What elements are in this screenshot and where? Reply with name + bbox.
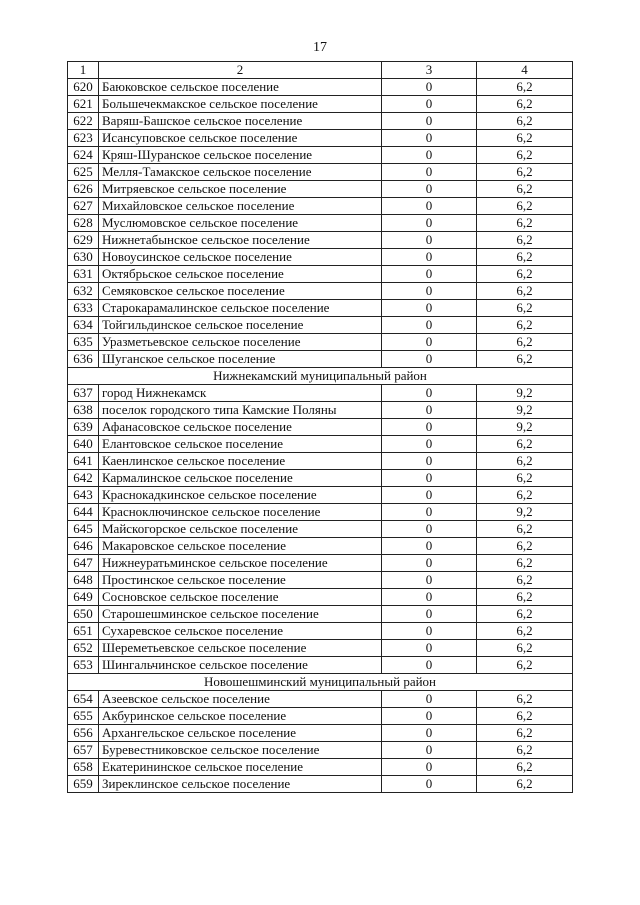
cell-name: Октябрьское сельское поселение bbox=[99, 266, 382, 283]
cell-col3: 0 bbox=[382, 555, 477, 572]
table-row bbox=[68, 742, 573, 759]
table-row bbox=[68, 640, 573, 657]
cell-col3: 0 bbox=[382, 385, 477, 402]
cell-number: 634 bbox=[68, 317, 99, 334]
cell-col3: 0 bbox=[382, 334, 477, 351]
cell-number: 620 bbox=[68, 79, 99, 96]
table-row bbox=[68, 470, 573, 487]
cell-name: Архангельское сельское поселение bbox=[99, 725, 382, 742]
cell-number: 642 bbox=[68, 470, 99, 487]
cell-col3: 0 bbox=[382, 79, 477, 96]
cell-number: 645 bbox=[68, 521, 99, 538]
cell-col3: 0 bbox=[382, 436, 477, 453]
table-row bbox=[68, 215, 573, 232]
cell-number: 656 bbox=[68, 725, 99, 742]
table-row bbox=[68, 232, 573, 249]
table-row bbox=[68, 130, 573, 147]
cell-col4: 6,2 bbox=[477, 249, 573, 266]
cell-name: Сосновское сельское поселение bbox=[99, 589, 382, 606]
cell-name: Майскогорское сельское поселение bbox=[99, 521, 382, 538]
cell-name: Акбуринское сельское поселение bbox=[99, 708, 382, 725]
cell-col4: 6,2 bbox=[477, 317, 573, 334]
cell-name: Нижнеуратьминское сельское поселение bbox=[99, 555, 382, 572]
cell-number: 653 bbox=[68, 657, 99, 674]
table-row bbox=[68, 776, 573, 793]
cell-col4: 6,2 bbox=[477, 96, 573, 113]
cell-col3: 0 bbox=[382, 521, 477, 538]
table-row bbox=[68, 249, 573, 266]
cell-col4: 6,2 bbox=[477, 623, 573, 640]
cell-number: 628 bbox=[68, 215, 99, 232]
cell-name: Азеевское сельское поселение bbox=[99, 691, 382, 708]
cell-col4: 6,2 bbox=[477, 266, 573, 283]
table-row bbox=[68, 385, 573, 402]
cell-col3: 0 bbox=[382, 589, 477, 606]
table-row bbox=[68, 181, 573, 198]
cell-number: 621 bbox=[68, 96, 99, 113]
cell-col3: 0 bbox=[382, 538, 477, 555]
cell-name: Мелля-Тамакское сельское поселение bbox=[99, 164, 382, 181]
cell-col4: 6,2 bbox=[477, 130, 573, 147]
cell-name: поселок городского типа Камские Поляны bbox=[99, 402, 382, 419]
cell-number: 657 bbox=[68, 742, 99, 759]
cell-col3: 0 bbox=[382, 96, 477, 113]
table-row bbox=[68, 164, 573, 181]
cell-col4: 6,2 bbox=[477, 487, 573, 504]
cell-col3: 0 bbox=[382, 657, 477, 674]
cell-col3: 0 bbox=[382, 232, 477, 249]
cell-number: 625 bbox=[68, 164, 99, 181]
cell-col4: 9,2 bbox=[477, 504, 573, 521]
cell-number: 639 bbox=[68, 419, 99, 436]
table-row bbox=[68, 453, 573, 470]
header-cell-col4: 4 bbox=[477, 62, 573, 79]
data-table bbox=[67, 61, 573, 793]
cell-col3: 0 bbox=[382, 130, 477, 147]
cell-number: 629 bbox=[68, 232, 99, 249]
cell-col4: 9,2 bbox=[477, 385, 573, 402]
table-row bbox=[68, 538, 573, 555]
cell-name: Старокарамалинское сельское поселение bbox=[99, 300, 382, 317]
cell-col3: 0 bbox=[382, 249, 477, 266]
cell-col4: 6,2 bbox=[477, 691, 573, 708]
table-row bbox=[68, 334, 573, 351]
cell-number: 649 bbox=[68, 589, 99, 606]
cell-col4: 6,2 bbox=[477, 147, 573, 164]
table-row bbox=[68, 300, 573, 317]
cell-name: Митряевское сельское поселение bbox=[99, 181, 382, 198]
cell-col3: 0 bbox=[382, 453, 477, 470]
cell-col4: 6,2 bbox=[477, 572, 573, 589]
cell-col4: 6,2 bbox=[477, 215, 573, 232]
table-row bbox=[68, 436, 573, 453]
cell-col4: 6,2 bbox=[477, 708, 573, 725]
district-title: Нижнекамский муниципальный район bbox=[68, 368, 573, 385]
cell-name: Красноключинское сельское поселение bbox=[99, 504, 382, 521]
table-row bbox=[68, 487, 573, 504]
table-row bbox=[68, 113, 573, 130]
cell-name: Сухаревское сельское поселение bbox=[99, 623, 382, 640]
table-row bbox=[68, 691, 573, 708]
cell-col4: 6,2 bbox=[477, 436, 573, 453]
cell-name: Семяковское сельское поселение bbox=[99, 283, 382, 300]
cell-col4: 6,2 bbox=[477, 300, 573, 317]
cell-number: 626 bbox=[68, 181, 99, 198]
header-cell-name: 2 bbox=[99, 62, 382, 79]
cell-name: Кряш-Шуранское сельское поселение bbox=[99, 147, 382, 164]
cell-name: город Нижнекамск bbox=[99, 385, 382, 402]
cell-col3: 0 bbox=[382, 725, 477, 742]
table-row bbox=[68, 147, 573, 164]
table-row bbox=[68, 351, 573, 368]
cell-number: 655 bbox=[68, 708, 99, 725]
cell-col4: 6,2 bbox=[477, 538, 573, 555]
district-title: Новошешминский муниципальный район bbox=[68, 674, 573, 691]
cell-col3: 0 bbox=[382, 742, 477, 759]
cell-number: 636 bbox=[68, 351, 99, 368]
cell-name: Кармалинское сельское поселение bbox=[99, 470, 382, 487]
cell-number: 652 bbox=[68, 640, 99, 657]
cell-name: Новоусинское сельское поселение bbox=[99, 249, 382, 266]
cell-name: Исансуповское сельское поселение bbox=[99, 130, 382, 147]
cell-name: Большечекмакское сельское поселение bbox=[99, 96, 382, 113]
table-row bbox=[68, 725, 573, 742]
cell-number: 648 bbox=[68, 572, 99, 589]
table-row bbox=[68, 402, 573, 419]
cell-col4: 6,2 bbox=[477, 640, 573, 657]
cell-name: Простинское сельское поселение bbox=[99, 572, 382, 589]
cell-name: Уразметьевское сельское поселение bbox=[99, 334, 382, 351]
cell-col4: 9,2 bbox=[477, 419, 573, 436]
cell-number: 638 bbox=[68, 402, 99, 419]
cell-col4: 6,2 bbox=[477, 334, 573, 351]
cell-col4: 9,2 bbox=[477, 402, 573, 419]
cell-col3: 0 bbox=[382, 504, 477, 521]
cell-col3: 0 bbox=[382, 776, 477, 793]
cell-name: Краснокадкинское сельское поселение bbox=[99, 487, 382, 504]
cell-col3: 0 bbox=[382, 572, 477, 589]
cell-col3: 0 bbox=[382, 215, 477, 232]
cell-number: 646 bbox=[68, 538, 99, 555]
cell-number: 633 bbox=[68, 300, 99, 317]
table-row bbox=[68, 708, 573, 725]
cell-col3: 0 bbox=[382, 487, 477, 504]
cell-name: Тойгильдинское сельское поселение bbox=[99, 317, 382, 334]
table-row bbox=[68, 623, 573, 640]
cell-col3: 0 bbox=[382, 351, 477, 368]
cell-col4: 6,2 bbox=[477, 657, 573, 674]
header-cell-number: 1 bbox=[68, 62, 99, 79]
table-row bbox=[68, 198, 573, 215]
cell-col3: 0 bbox=[382, 640, 477, 657]
cell-col3: 0 bbox=[382, 419, 477, 436]
cell-col4: 6,2 bbox=[477, 759, 573, 776]
cell-number: 659 bbox=[68, 776, 99, 793]
cell-name: Афанасовское сельское поселение bbox=[99, 419, 382, 436]
cell-name: Зиреклинское сельское поселение bbox=[99, 776, 382, 793]
cell-number: 654 bbox=[68, 691, 99, 708]
cell-col3: 0 bbox=[382, 266, 477, 283]
cell-number: 643 bbox=[68, 487, 99, 504]
cell-number: 651 bbox=[68, 623, 99, 640]
cell-col4: 6,2 bbox=[477, 283, 573, 300]
cell-col3: 0 bbox=[382, 198, 477, 215]
cell-col4: 6,2 bbox=[477, 453, 573, 470]
cell-number: 658 bbox=[68, 759, 99, 776]
table-body bbox=[68, 62, 573, 793]
cell-name: Каенлинское сельское поселение bbox=[99, 453, 382, 470]
cell-number: 630 bbox=[68, 249, 99, 266]
cell-col3: 0 bbox=[382, 164, 477, 181]
cell-col3: 0 bbox=[382, 708, 477, 725]
cell-name: Макаровское сельское поселение bbox=[99, 538, 382, 555]
cell-number: 622 bbox=[68, 113, 99, 130]
table-row bbox=[68, 589, 573, 606]
table-row bbox=[68, 79, 573, 96]
cell-col3: 0 bbox=[382, 606, 477, 623]
cell-number: 632 bbox=[68, 283, 99, 300]
table-row bbox=[68, 266, 573, 283]
cell-name: Старошешминское сельское поселение bbox=[99, 606, 382, 623]
cell-col3: 0 bbox=[382, 300, 477, 317]
table-row bbox=[68, 572, 573, 589]
cell-col4: 6,2 bbox=[477, 776, 573, 793]
table-row bbox=[68, 555, 573, 572]
cell-col4: 6,2 bbox=[477, 351, 573, 368]
cell-col3: 0 bbox=[382, 113, 477, 130]
table-row bbox=[68, 657, 573, 674]
cell-col4: 6,2 bbox=[477, 521, 573, 538]
cell-name: Муслюмовское сельское поселение bbox=[99, 215, 382, 232]
cell-name: Шуганское сельское поселение bbox=[99, 351, 382, 368]
cell-number: 647 bbox=[68, 555, 99, 572]
table-row bbox=[68, 521, 573, 538]
cell-name: Елантовское сельское поселение bbox=[99, 436, 382, 453]
table-row bbox=[68, 96, 573, 113]
cell-name: Шереметьевское сельское поселение bbox=[99, 640, 382, 657]
cell-col4: 6,2 bbox=[477, 606, 573, 623]
table-row bbox=[68, 419, 573, 436]
cell-col4: 6,2 bbox=[477, 725, 573, 742]
cell-col4: 6,2 bbox=[477, 742, 573, 759]
district-header-row bbox=[68, 674, 573, 691]
table-row bbox=[68, 606, 573, 623]
cell-col4: 6,2 bbox=[477, 181, 573, 198]
cell-col4: 6,2 bbox=[477, 232, 573, 249]
cell-name: Екатерининское сельское поселение bbox=[99, 759, 382, 776]
cell-number: 624 bbox=[68, 147, 99, 164]
table-row bbox=[68, 504, 573, 521]
cell-name: Буревестниковское сельское поселение bbox=[99, 742, 382, 759]
cell-col4: 6,2 bbox=[477, 79, 573, 96]
cell-name: Баюковское сельское поселение bbox=[99, 79, 382, 96]
table-row bbox=[68, 759, 573, 776]
cell-col4: 6,2 bbox=[477, 113, 573, 130]
cell-col3: 0 bbox=[382, 759, 477, 776]
cell-col4: 6,2 bbox=[477, 589, 573, 606]
cell-col4: 6,2 bbox=[477, 164, 573, 181]
cell-number: 641 bbox=[68, 453, 99, 470]
cell-number: 650 bbox=[68, 606, 99, 623]
cell-col3: 0 bbox=[382, 402, 477, 419]
cell-col3: 0 bbox=[382, 181, 477, 198]
cell-col3: 0 bbox=[382, 147, 477, 164]
cell-col3: 0 bbox=[382, 623, 477, 640]
cell-number: 644 bbox=[68, 504, 99, 521]
table-row bbox=[68, 317, 573, 334]
cell-col3: 0 bbox=[382, 283, 477, 300]
header-row bbox=[68, 62, 573, 79]
district-header-row bbox=[68, 368, 573, 385]
cell-number: 637 bbox=[68, 385, 99, 402]
cell-name: Михайловское сельское поселение bbox=[99, 198, 382, 215]
cell-name: Шингальчинское сельское поселение bbox=[99, 657, 382, 674]
cell-col3: 0 bbox=[382, 691, 477, 708]
cell-number: 623 bbox=[68, 130, 99, 147]
cell-number: 635 bbox=[68, 334, 99, 351]
cell-col4: 6,2 bbox=[477, 555, 573, 572]
cell-name: Нижнетабынское сельское поселение bbox=[99, 232, 382, 249]
cell-col3: 0 bbox=[382, 470, 477, 487]
cell-name: Варяш-Башское сельское поселение bbox=[99, 113, 382, 130]
cell-number: 640 bbox=[68, 436, 99, 453]
header-cell-col3: 3 bbox=[382, 62, 477, 79]
cell-col3: 0 bbox=[382, 317, 477, 334]
cell-number: 627 bbox=[68, 198, 99, 215]
cell-col4: 6,2 bbox=[477, 470, 573, 487]
cell-number: 631 bbox=[68, 266, 99, 283]
page-number: 17 bbox=[313, 40, 327, 55]
table-row bbox=[68, 283, 573, 300]
cell-col4: 6,2 bbox=[477, 198, 573, 215]
